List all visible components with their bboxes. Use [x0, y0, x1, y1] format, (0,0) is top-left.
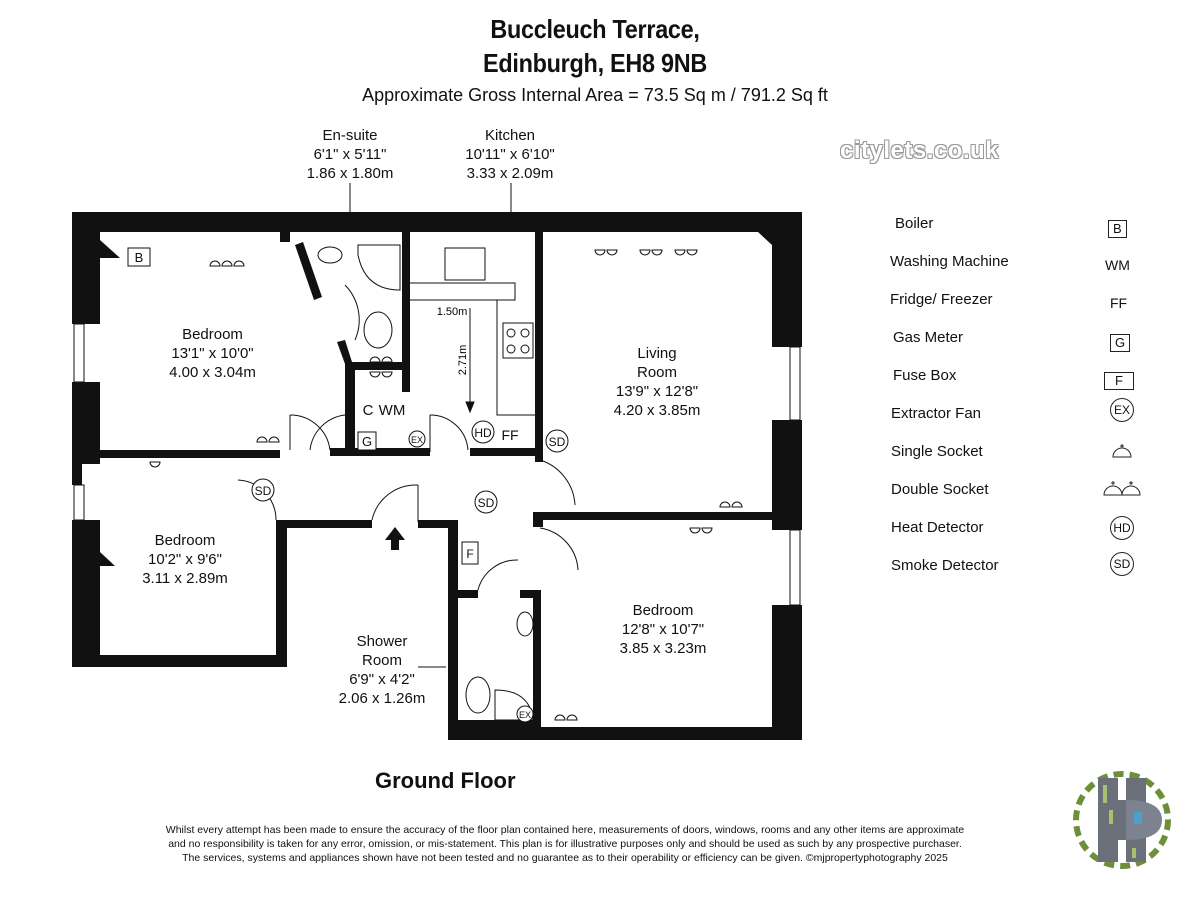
legend-row-boiler: Boiler B: [890, 213, 1140, 251]
legend: [890, 213, 1140, 593]
legend-row-fuse: Fuse Box F: [890, 365, 1140, 403]
heat-circle-icon: HD: [1110, 516, 1134, 540]
ensuite-label: En-suite 6'1" x 5'11" 1.86 x 1.80m: [306, 127, 394, 182]
title-line-2: Edinburgh, EH8 9NB: [483, 48, 707, 78]
fridge-symbol: FF: [501, 427, 519, 443]
smoke-circle-icon: SD: [1110, 552, 1134, 576]
washing-machine-symbol: WM: [378, 402, 406, 419]
kitchen-width-dim: 1.50m: [436, 306, 468, 318]
boiler-symbol: B: [134, 250, 144, 265]
floor-label: Ground Floor: [375, 768, 516, 793]
legend-row-washing-machine: Washing Machine WM: [890, 253, 1130, 273]
smoke-detector-2: SD: [254, 484, 272, 498]
kitchen-label: Kitchen 10'11" x 6'10" 3.33 x 2.09m: [465, 127, 555, 182]
kitchen-depth-dim: 2.71m: [457, 344, 469, 376]
legend-row-heat: Heat Detector HD: [890, 517, 1140, 555]
cupboard-symbol: C: [362, 402, 374, 419]
legend-row-extractor: Extractor Fan EX: [890, 403, 1140, 441]
legend-row-single-socket: Single Socket: [890, 441, 1140, 479]
gas-box-icon: G: [1110, 334, 1130, 352]
entrance-arrow-icon: [385, 527, 405, 550]
legend-row-fridge: Fridge/ Freezer FF: [890, 291, 1128, 311]
title-line-1: Buccleuch Terrace,: [490, 14, 700, 44]
bedroom1-label: Bedroom 13'1" x 10'0" 4.00 x 3.04m: [169, 326, 256, 381]
extractor-circle-icon: EX: [1110, 398, 1134, 422]
fridge-text: FF: [1110, 295, 1128, 311]
smoke-detector-3: SD: [477, 496, 495, 510]
gas-symbol: G: [361, 434, 373, 449]
shower-room-label: Shower Room 6'9" x 4'2" 2.06 x 1.26m: [338, 633, 426, 707]
boiler-box-icon: B: [1108, 220, 1127, 238]
washing-machine-text: WM: [1105, 257, 1130, 273]
bedroom2-label: Bedroom 10'2" x 9'6" 3.11 x 2.89m: [142, 532, 228, 587]
smoke-detector-1: SD: [548, 435, 566, 449]
legend-row-smoke: Smoke Detector SD: [890, 555, 1140, 593]
disclaimer: Whilst every attempt has been made to ensure the accuracy of the floor plan contained here, measurements of doors, windows, rooms and any other items are approximate and no responsibility is taken for any error, omission, or mis-statement. This plan is for illustrative purposes only and should be used as such by any prospective purchaser. The services, systems and appliances shown have not been tested and no guarantee as to their operability or efficiency can be given. ©mjpropertyphotography 2025: [165, 824, 965, 864]
watermark: citylets.co.uk: [840, 137, 1000, 164]
fuse-box-icon: F: [1104, 372, 1134, 390]
double-socket-icon: [1102, 479, 1142, 499]
single-socket-icon: [1110, 441, 1134, 461]
heat-detector-symbol: HD: [474, 426, 492, 440]
legend-row-gas: Gas Meter G: [890, 327, 1140, 365]
extractor-symbol-2: EX: [518, 710, 532, 720]
living-room-label: Living Room 13'9" x 12'8" 4.20 x 3.85m: [613, 345, 701, 419]
legend-row-double-socket: Double Socket: [890, 479, 1140, 517]
extractor-symbol-1: EX: [410, 435, 424, 445]
company-logo-icon: [1072, 770, 1172, 870]
fuse-symbol: F: [466, 547, 474, 561]
gross-area: Approximate Gross Internal Area = 73.5 Sq m / 791.2 Sq ft: [362, 85, 828, 105]
bedroom3-label: Bedroom 12'8" x 10'7" 3.85 x 3.23m: [619, 602, 707, 657]
